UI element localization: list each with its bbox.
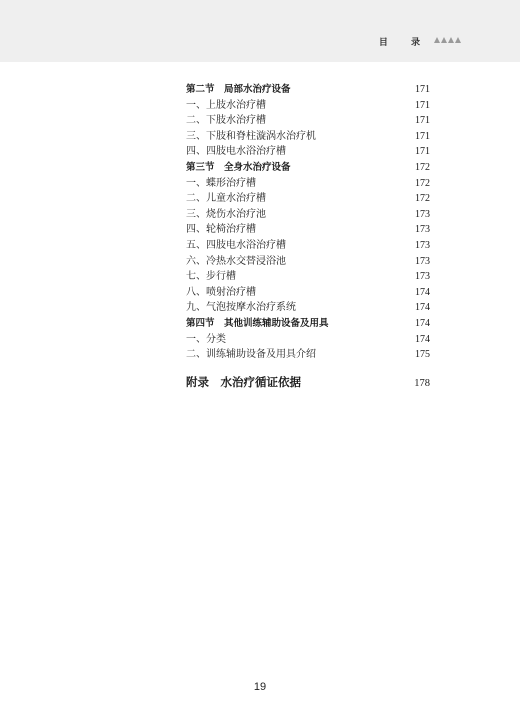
toc-entry-title: 一、上肢水治疗槽 [186,99,266,111]
toc-entry-page: 172 [415,193,430,205]
toc-entry-page: 173 [415,224,430,236]
toc-entry-page: 171 [415,146,430,158]
toc-entry-title: 四、轮椅治疗槽 [186,224,256,236]
toc-entry-page: 175 [415,349,430,361]
toc-item-entry[interactable] [186,222,430,238]
toc-entry-title: 九、气泡按摩水治疗系统 [186,302,296,314]
toc-item-entry[interactable] [186,98,430,114]
toc-entry-page: 172 [415,177,430,189]
toc-entry-title: 四、四肢电水浴治疗槽 [186,146,286,158]
toc-entry-title: 二、下肢水治疗槽 [186,115,266,127]
toc-entry-page: 174 [415,286,430,298]
toc-entry-title: 七、步行槽 [186,271,236,283]
toc-entry-page: 173 [415,255,430,267]
toc-item-entry[interactable] [186,332,430,348]
toc-item-entry[interactable] [186,144,430,160]
toc-entry-title: 第二节 局部水治疗设备 [186,84,291,95]
toc-item-entry[interactable] [186,207,430,223]
toc-entry-page: 171 [415,84,430,95]
toc-entry-title: 八、喷射治疗槽 [186,286,256,298]
toc-entry-page: 173 [415,208,430,220]
toc-section-entry[interactable] [186,160,430,176]
toc-appendix-title: 附录 水治疗循证依据 [186,375,301,389]
toc-item-entry[interactable] [186,347,430,363]
toc-item-entry[interactable] [186,269,430,285]
toc-entry-title: 五、四肢电水浴治疗槽 [186,239,286,251]
toc-item-entry[interactable] [186,254,430,270]
toc-entry-title: 二、训练辅助设备及用具介绍 [186,349,316,361]
toc-appendix-entry[interactable] [186,374,430,390]
toc-item-entry[interactable] [186,113,430,129]
toc-item-entry[interactable] [186,176,430,192]
toc-entry-page: 173 [415,239,430,251]
toc-entry-title: 一、分类 [186,333,226,345]
toc-item-entry[interactable] [186,191,430,207]
toc-entry-title: 一、蝶形治疗槽 [186,177,256,189]
toc-entry-page: 174 [415,333,430,345]
toc-entry-title: 六、冷热水交替浸浴池 [186,255,286,267]
toc-entry-page: 171 [415,99,430,111]
toc-entry-page: 171 [415,130,430,142]
toc-section-entry[interactable] [186,316,430,332]
header-title: 目 录 [378,38,430,48]
toc-entry-title: 第三节 全身水治疗设备 [186,161,291,173]
toc-entry-title: 三、烧伤水治疗池 [186,208,266,220]
toc-section-entry[interactable] [186,82,430,98]
toc-entry-title: 第四节 其他训练辅助设备及用具 [186,317,329,329]
header-triangles-icon [434,37,461,43]
toc-entry-page: 171 [415,115,430,127]
toc-entry-title: 二、儿童水治疗槽 [186,193,266,205]
toc-entry-page: 172 [415,161,430,173]
page-number: 19 [253,681,267,693]
table-of-contents [186,82,430,363]
toc-entry-page: 174 [415,317,430,329]
toc-appendix-page: 178 [414,378,430,389]
toc-entry-page: 173 [415,271,430,283]
header-band [0,0,520,62]
toc-entry-page: 174 [415,302,430,314]
toc-item-entry[interactable] [186,300,430,316]
toc-item-entry[interactable] [186,238,430,254]
toc-item-entry[interactable] [186,285,430,301]
toc-item-entry[interactable] [186,129,430,145]
toc-entry-title: 三、下肢和脊柱漩涡水治疗机 [186,130,316,142]
